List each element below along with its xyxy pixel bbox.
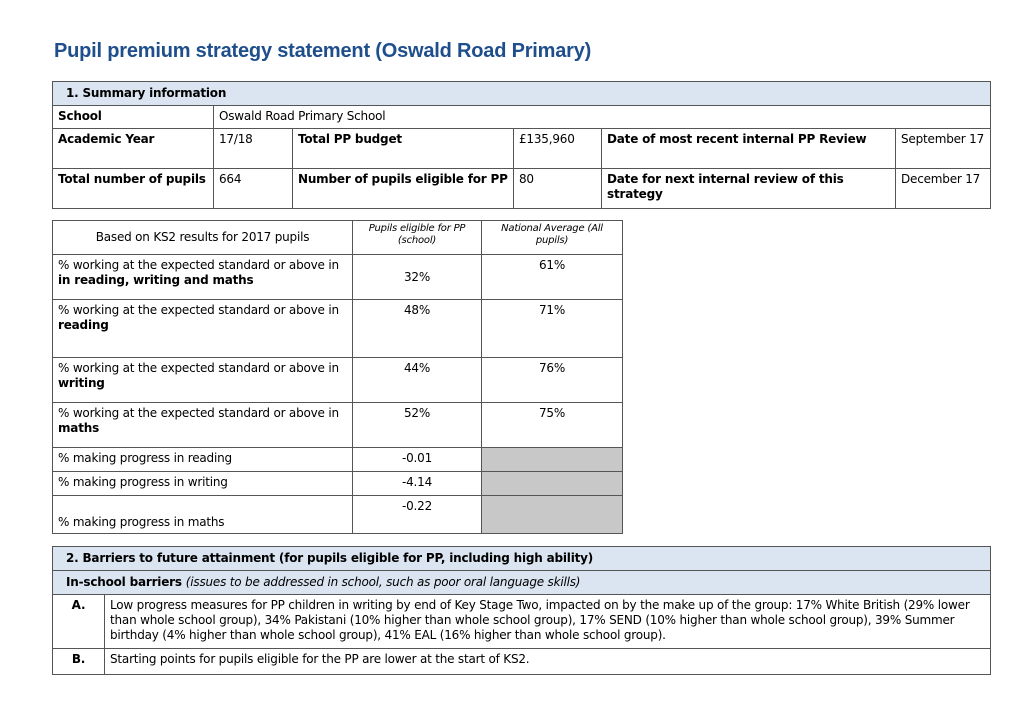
in-school-label: In-school barriers (66, 575, 182, 589)
results-row-label (53, 358, 353, 403)
row-label-bold: reading (58, 318, 109, 332)
row-label-bold: maths (58, 421, 100, 435)
results-row-label (53, 403, 353, 448)
results-pp-value: 44% (353, 358, 482, 403)
row-label-text: % working at the expected standard or above in (58, 361, 339, 375)
barriers-heading: 2. Barriers to future attainment (for pupils eligible for PP, including high ability) (53, 547, 991, 571)
results-pp-value: -0.01 (353, 448, 482, 472)
row-label-text: % working at the expected standard or above in (58, 406, 339, 420)
total-budget-value: £135,960 (514, 129, 602, 169)
results-row-label: % making progress in reading (53, 448, 353, 472)
results-row-label: % making progress in writing (53, 472, 353, 496)
summary-table (52, 81, 991, 209)
results-pp-value: -0.22 (353, 496, 482, 534)
academic-year-label: Academic Year (53, 129, 214, 169)
results-national-value: 76% (482, 358, 623, 403)
total-budget-label: Total PP budget (293, 129, 514, 169)
results-national-value: 71% (482, 300, 623, 358)
results-pp-value: 52% (353, 403, 482, 448)
next-review-value: December 17 (896, 169, 991, 209)
results-header-pp: Pupils eligible for PP (school) (353, 221, 482, 255)
eligible-label: Number of pupils eligible for PP (293, 169, 514, 209)
school-value: Oswald Road Primary School (214, 106, 991, 129)
barriers-table (52, 546, 991, 675)
results-national-empty (482, 448, 623, 472)
row-label-bold: in reading, writing and maths (58, 273, 254, 287)
in-school-barriers-row (53, 571, 991, 595)
results-national-empty (482, 472, 623, 496)
results-national-value: 75% (482, 403, 623, 448)
results-row-label (53, 255, 353, 300)
results-row-label: % making progress in maths (53, 496, 353, 534)
barrier-letter: A. (53, 595, 105, 649)
row-label-bold: writing (58, 376, 105, 390)
row-label-text: % working at the expected standard or above in (58, 258, 339, 272)
results-national-value: 61% (482, 255, 623, 300)
total-pupils-value: 664 (214, 169, 293, 209)
barrier-letter: B. (53, 649, 105, 675)
barrier-text: Starting points for pupils eligible for the PP are lower at the start of KS2. (105, 649, 991, 675)
in-school-note: (issues to be addressed in school, such as poor oral language skills) (185, 575, 581, 589)
recent-review-label: Date of most recent internal PP Review (602, 129, 896, 169)
next-review-label: Date for next internal review of this strategy (602, 169, 896, 209)
total-pupils-label: Total number of pupils (53, 169, 214, 209)
school-label: School (53, 106, 214, 129)
summary-heading: 1. Summary information (53, 82, 991, 106)
results-header-national: National Average (All pupils) (482, 221, 623, 255)
page-title: Pupil premium strategy statement (Oswald Road Primary) (54, 40, 592, 62)
results-table (52, 220, 623, 534)
row-label-text: % working at the expected standard or above in (58, 303, 339, 317)
results-header-basis: Based on KS2 results for 2017 pupils (53, 221, 353, 255)
academic-year-value: 17/18 (214, 129, 293, 169)
results-row-label (53, 300, 353, 358)
results-pp-value: -4.14 (353, 472, 482, 496)
eligible-value: 80 (514, 169, 602, 209)
results-pp-value: 48% (353, 300, 482, 358)
results-pp-value: 32% (353, 255, 482, 300)
results-national-empty (482, 496, 623, 534)
barrier-text: Low progress measures for PP children in writing by end of Key Stage Two, impacted on by the make up of the group: 17% White British (29% lower than whole school group), 34% Pakistani (10% higher than whole school group), 17% SEND (10% higher than whole school group), 39% Summer birthday (4% higher than whole school group), 41% EAL (16% higher than whole school group). (105, 595, 991, 649)
recent-review-value: September 17 (896, 129, 991, 169)
